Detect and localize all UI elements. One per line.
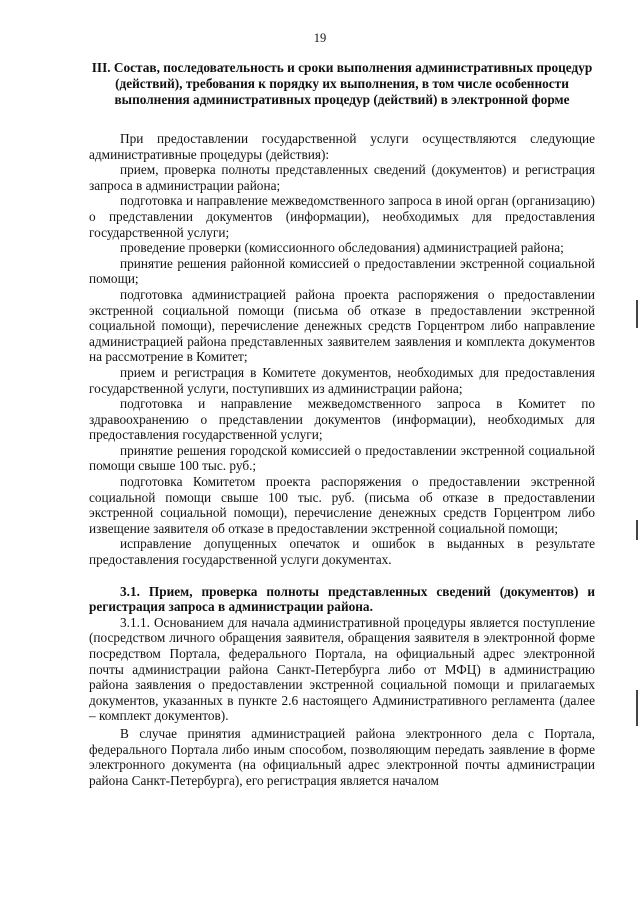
paragraph: прием и регистрация в Комитете документов, необходимых для предоставления государственной услуги, поступивших из администрации района; <box>89 364 595 396</box>
paragraph: проведение проверки (комиссионного обследования) администрацией района; <box>120 240 564 256</box>
document-body <box>89 60 595 788</box>
page-number: 19 <box>313 31 327 45</box>
paragraph: подготовка администрацией района проекта распоряжения о предоставлении экстренной социальной помощи (письма об отказе в предоставлении экстренной социальной помощи), перечисление денежных средств Горцентром либо направление администрацией района представленных заявителем заявления и комплекта документов на рассмотрение в Комитет; <box>89 286 595 365</box>
paragraph: принятие решения районной комиссией о предоставлении экстренной социальной помощи; <box>89 255 595 287</box>
subsection-heading: 3.1. Прием, проверка полноты представленных сведений (документов) и регистрация запроса в администрации района. <box>89 583 595 615</box>
paragraph: подготовка и направление межведомственного запроса в Комитет по здравоохранению о представлении документов (информации), необходимых для предоставления государственной услуги; <box>89 396 595 443</box>
paragraph: В случае принятия администрацией района электронного дела с Портала, федерального Портала либо иным способом, позволяющим передать заявление в форме электронного документа (на официальный адрес электронной почты администрации района Санкт-Петербурга), его регистрация является началом <box>89 725 595 788</box>
scan-edge-mark <box>636 300 638 328</box>
paragraph: принятие решения городской комиссией о предоставлении экстренной социальной помощи свыше 100 тыс. руб.; <box>89 442 595 474</box>
paragraph: При предоставлении государственной услуги осуществляются следующие административные процедуры (действия): <box>89 131 595 162</box>
scan-edge-mark <box>636 520 638 540</box>
section-heading: III. Состав, последовательность и сроки выполнения административных процедур (действий), требования к порядку их выполнения, в том числе особенности выполнения административных процедур (действий) в электронной форме <box>91 60 593 107</box>
paragraph: 3.1.1. Основанием для начала административной процедуры является поступление (посредством личного обращения заявителя, обращения заявителя в электронной форме посредством Портала, федерального Портала, на официальный адрес электронной почты администрации района Санкт-Петербурга либо от МФЦ) в администрацию района заявления о предоставлении экстренной социальной помощи и прилагаемых документов, указанных в пункте 2.6 настоящего Административного регламента (далее – комплект документов). <box>89 614 595 724</box>
paragraph: прием, проверка полноты представленных сведений (документов) и регистрация запроса в администрации района; <box>89 162 595 193</box>
paragraph: подготовка Комитетом проекта распоряжения о предоставлении экстренной социальной помощи свыше 100 тыс. руб. (письма об отказе в предоставлении экстренной социальной помощи), перечисление денежных средств Горцентром либо извещение заявителя об отказе в предоставлении экстренной социальной помощи; <box>89 474 595 536</box>
paragraph: исправление допущенных опечаток и ошибок в выданных в результате предоставления государственной услуги документах. <box>89 536 595 568</box>
scan-edge-mark <box>636 690 638 726</box>
paragraph: подготовка и направление межведомственного запроса в иной орган (организацию) о представлении документов (информации), необходимых для предоставления государственной услуги; <box>89 193 595 240</box>
